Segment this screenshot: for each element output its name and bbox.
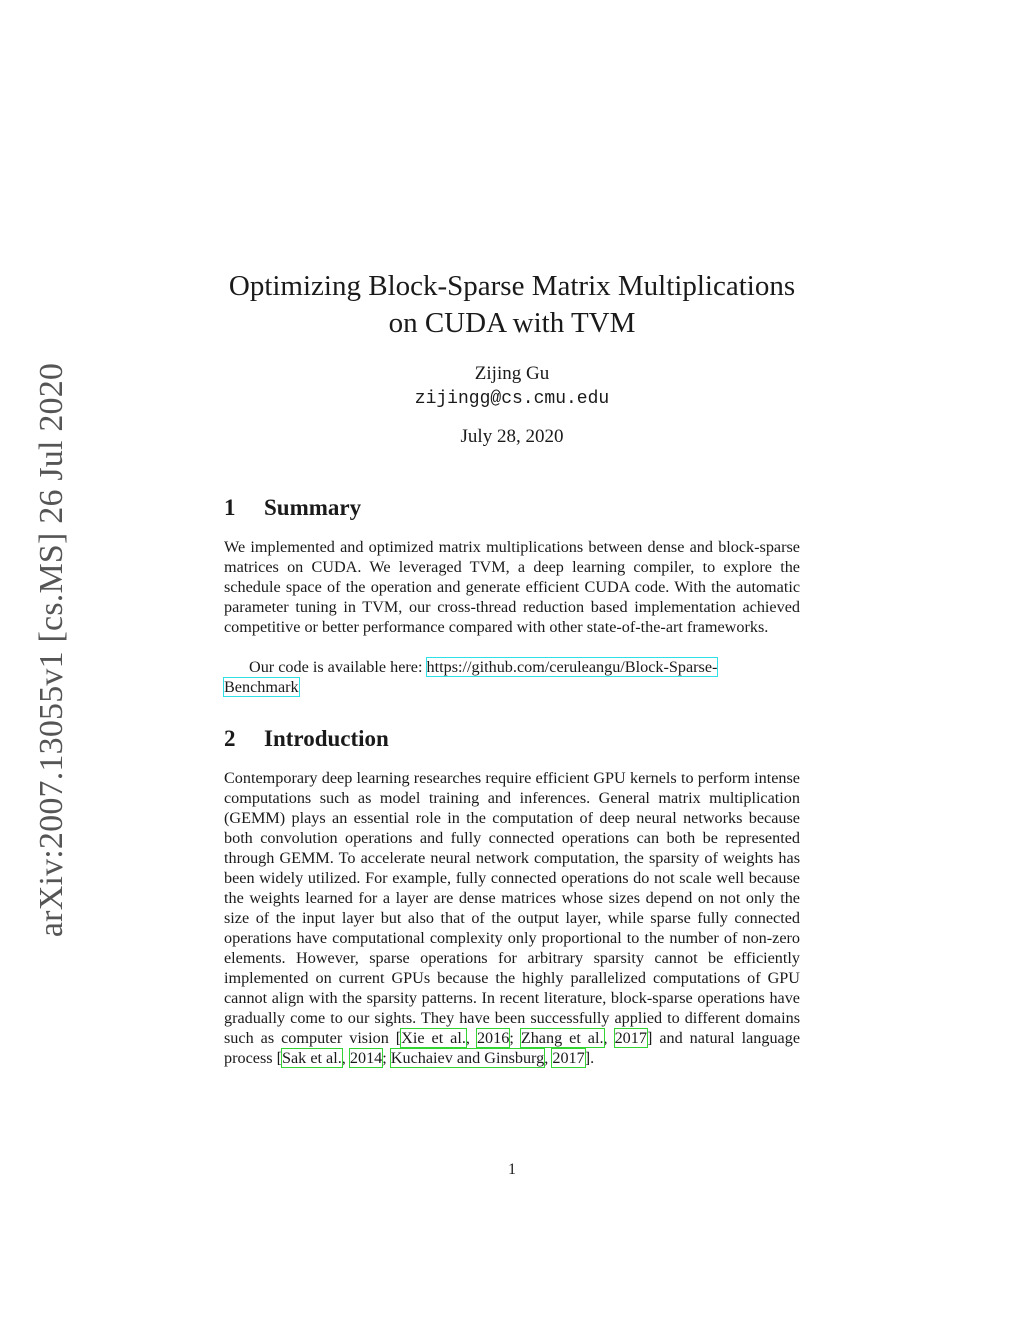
- citation-zhang-author[interactable]: Zhang et al.: [520, 1029, 604, 1047]
- citation-bracket-open: [: [395, 1029, 402, 1047]
- section-number: 2: [224, 726, 236, 751]
- paper-title-line-1: Optimizing Block-Sparse Matrix Multiplications: [228, 270, 796, 302]
- citation-zhang-year[interactable]: 2017: [614, 1029, 647, 1047]
- section-heading-summary: [224, 493, 361, 523]
- citation-separator: ,: [341, 1049, 350, 1067]
- section-title: Summary: [264, 495, 362, 520]
- citation-separator: ,: [603, 1029, 615, 1047]
- introduction-end-text: .: [590, 1049, 595, 1067]
- citation-bracket-open: [: [276, 1049, 282, 1067]
- github-repo-link[interactable]: https://github.com/ceruleangu/Block-Sparse-: [426, 658, 718, 676]
- citation-sak-author[interactable]: Sak et al.: [281, 1049, 342, 1067]
- arxiv-identifier-text: arXiv:2007.13055v1 [cs.MS] 26 Jul 2020: [33, 362, 70, 938]
- section-number: 1: [224, 495, 236, 520]
- paper-title: [224, 268, 800, 342]
- paper-date: July 28, 2020: [460, 426, 564, 447]
- page-number: 1: [508, 1161, 516, 1178]
- citation-xie-year[interactable]: 2016: [476, 1029, 510, 1047]
- code-availability-text: Our code is available here:: [249, 658, 427, 676]
- author-name: Zijing Gu: [474, 363, 550, 384]
- citation-xie-author[interactable]: Xie et al.: [401, 1029, 466, 1047]
- citation-separator: ,: [544, 1049, 553, 1067]
- citation-separator: ;: [509, 1029, 521, 1047]
- introduction-paragraph: [224, 768, 800, 1068]
- author-email: zijingg@cs.cmu.edu: [414, 389, 610, 409]
- citation-sak-year[interactable]: 2014: [349, 1049, 383, 1067]
- citation-kuchaiev-year[interactable]: 2017: [552, 1049, 585, 1067]
- citation-bracket-close: ]: [584, 1049, 591, 1067]
- section-title: Introduction: [264, 726, 389, 751]
- section-heading-introduction: [224, 724, 389, 754]
- citation-kuchaiev-author[interactable]: Kuchaiev and Ginsburg: [390, 1049, 545, 1067]
- citation-bracket-close: ]: [646, 1029, 653, 1047]
- citation-separator: ;: [382, 1049, 391, 1067]
- summary-paragraph: We implemented and optimized matrix multiplications between dense and block-sparse matrices on CUDA. We leveraged TVM, a deep learning compiler, to explore the schedule space of the operation and generate efficient CUDA code. With the automatic parameter tuning in TVM, our cross-thread reduction based implementation achieved competitive or better performance compared with other state-of-the-art frameworks.: [224, 538, 800, 636]
- introduction-body-text: Contemporary deep learning researches require efficient GPU kernels to perform intense computations such as model training and inferences. General matrix multiplication (GEMM) plays an essential role in the computation of deep neural networks because both convolution operations and fully connected operations can both be represented through GEMM. To accelerate neural network computation, the sparsity of weights has been widely utilized. For example, fully connected operations do not scale well because the weights learned for a layer are dense matrices whose sizes depend on not only the size of the input layer but also that of the output layer, while sparse fully connected operations have computational complexity only proportional to the number of non-zero elements. However, sparse operations for arbitrary sparsity cannot be efficiently implemented on current GPUs because the highly parallelized computations of GPU cannot align with the sparsity patterns. In recent literature, block-sparse operations have gradually come to our sights. They have been successfully applied to different domains such as computer vision: [224, 769, 800, 1047]
- introduction-mid-text: and natural language process: [224, 1029, 801, 1067]
- paper-title-line-2: on CUDA with TVM: [388, 307, 636, 339]
- code-availability-paragraph: [224, 657, 800, 697]
- github-repo-link-continued[interactable]: Benchmark: [224, 678, 299, 696]
- citation-separator: ,: [465, 1029, 477, 1047]
- arxiv-identifier-stamp: [33, 364, 71, 936]
